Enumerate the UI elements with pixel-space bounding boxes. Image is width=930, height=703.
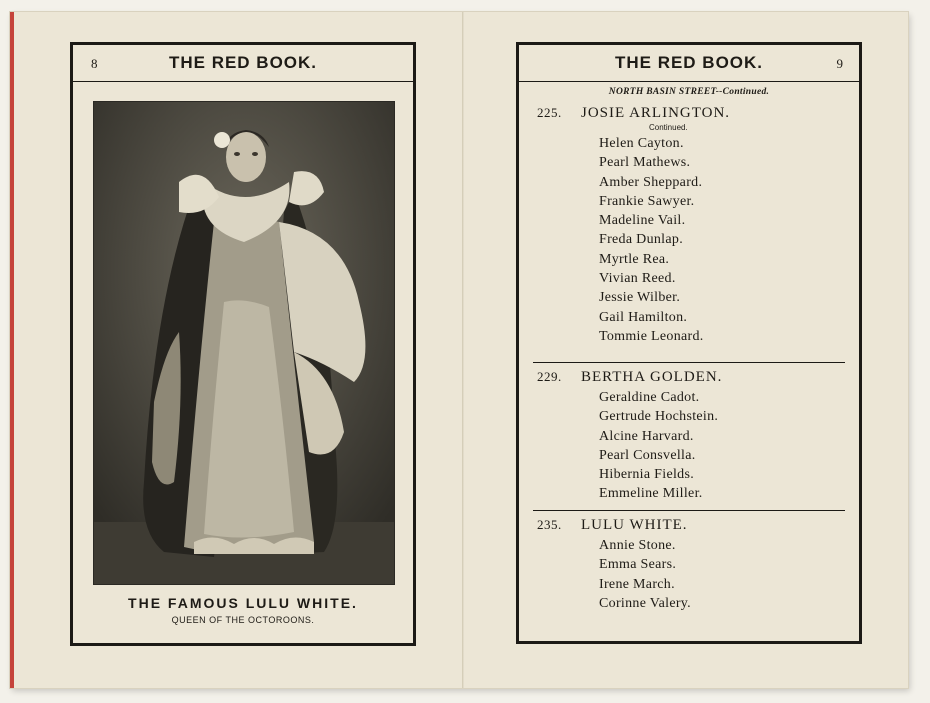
- resident-name: Myrtle Rea.: [599, 251, 670, 267]
- section-heading: NORTH BASIN STREET--Continued.: [608, 87, 770, 97]
- resident-list: [599, 134, 730, 346]
- resident-name: Gertrude Hochstein.: [599, 409, 719, 425]
- red-cover-edge: [10, 12, 14, 688]
- portrait-photo: [93, 101, 395, 585]
- resident-name: Alcine Harvard.: [599, 428, 694, 444]
- house-entry: [537, 105, 730, 346]
- resident-name: Gail Hamilton.: [599, 309, 688, 325]
- resident-name: Emma Sears.: [599, 557, 677, 573]
- resident-name: Tommie Leonard.: [599, 328, 704, 344]
- resident-name: Pearl Mathews.: [599, 155, 691, 171]
- right-page-number: 9: [836, 56, 843, 71]
- left-page: [70, 42, 416, 646]
- house-number: 235.: [537, 517, 562, 532]
- portrait-illustration: [94, 102, 394, 584]
- resident-name: Annie Stone.: [599, 538, 676, 553]
- section-divider: [533, 510, 845, 511]
- house-entry: [537, 369, 722, 504]
- left-page-number: 8: [91, 56, 98, 71]
- continued-note: Continued.: [649, 123, 688, 132]
- house-name: JOSIE ARLINGTON.: [581, 105, 731, 121]
- resident-name: Corinne Valery.: [599, 595, 691, 611]
- resident-name: Helen Cayton.: [599, 136, 684, 151]
- right-page-header: [519, 45, 859, 82]
- resident-name: Geraldine Cadot.: [599, 390, 700, 405]
- house-name: BERTHA GOLDEN.: [581, 369, 723, 385]
- resident-name: Vivian Reed.: [599, 271, 676, 287]
- resident-name: Jessie Wilber.: [599, 290, 681, 306]
- photo-subcaption: QUEEN OF THE OCTOROONS.: [171, 615, 315, 625]
- resident-list: [599, 536, 691, 613]
- left-page-header: [73, 45, 413, 82]
- resident-name: Frankie Sawyer.: [599, 193, 695, 209]
- resident-name: Madeline Vail.: [599, 213, 686, 229]
- page-gutter: [462, 12, 464, 688]
- section-divider: [533, 362, 845, 363]
- house-entry: [537, 517, 691, 613]
- house-number: 225.: [537, 105, 562, 120]
- resident-name: Emmeline Miller.: [599, 486, 703, 502]
- photo-caption: THE FAMOUS LULU WHITE.: [128, 595, 358, 611]
- house-number: 229.: [537, 369, 562, 384]
- left-header-title: THE RED BOOK.: [168, 53, 318, 72]
- house-name: LULU WHITE.: [581, 517, 688, 533]
- right-page: [516, 42, 862, 644]
- resident-name: Freda Dunlap.: [599, 232, 683, 248]
- resident-name: Pearl Consvella.: [599, 447, 696, 463]
- resident-name: Amber Sheppard.: [599, 174, 703, 190]
- right-header-title: THE RED BOOK.: [614, 53, 764, 72]
- resident-name: Hibernia Fields.: [599, 467, 695, 483]
- resident-name: Irene March.: [599, 576, 675, 592]
- resident-list: [599, 388, 722, 504]
